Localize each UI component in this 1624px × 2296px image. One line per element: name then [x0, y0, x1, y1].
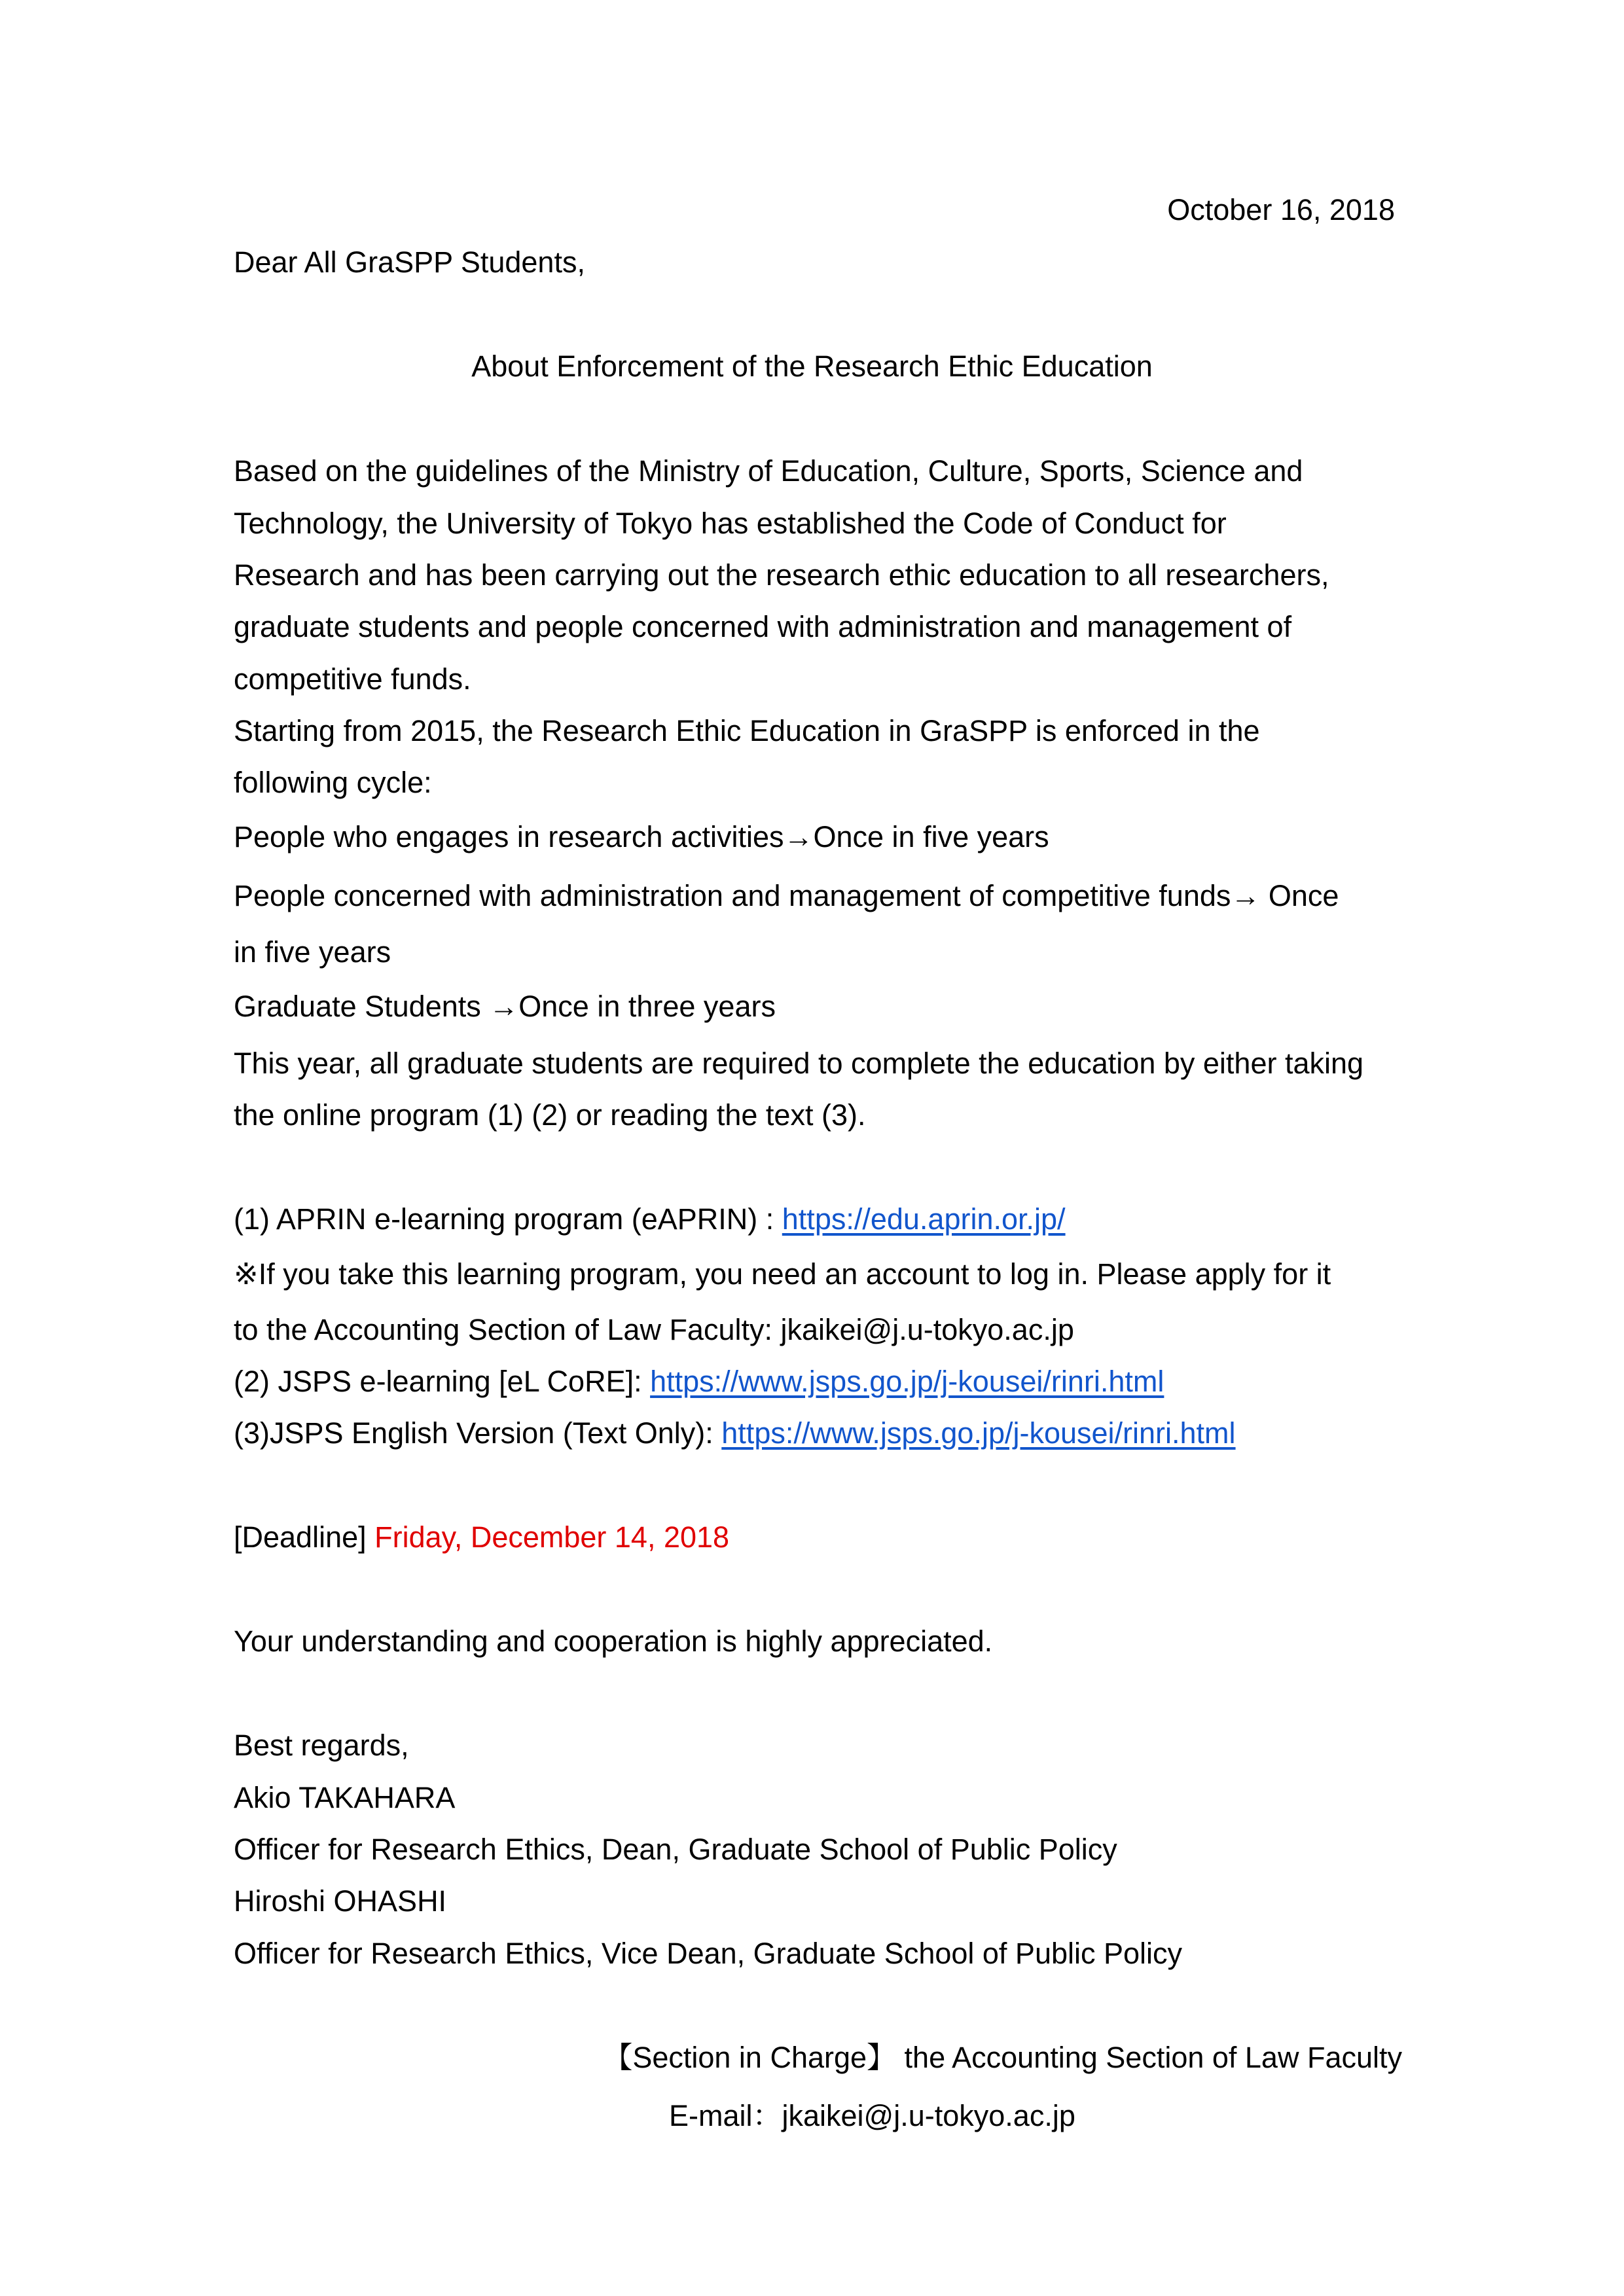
program-note-line: to the Accounting Section of Law Faculty: jkaikei@j.u-tokyo.ac.jp — [234, 1313, 1074, 1346]
section-in-charge: 【Section in Charge】 the Accounting Section of Law Faculty — [603, 2041, 1402, 2074]
body-line: competitive funds. — [234, 662, 471, 696]
salutation: Dear All GraSPP Students, — [234, 245, 585, 279]
body-line: People who engages in research activities→Once in five years — [234, 820, 1049, 853]
best-regards: Best regards, — [234, 1729, 409, 1762]
body-line: in five years — [234, 935, 391, 969]
deadline-label: [Deadline] — [234, 1520, 375, 1554]
program-3 — [234, 1418, 1236, 1448]
body-line: People concerned with administration and management of competitive funds→ Once — [234, 879, 1339, 912]
program-note-line: ※If you take this learning program, you need an account to log in. Please apply for it — [234, 1257, 1331, 1291]
deadline — [234, 1522, 729, 1552]
body-line: This year, all graduate students are required to complete the education by either taking — [234, 1047, 1364, 1080]
jsps-english-link[interactable]: https://www.jsps.go.jp/j-kousei/rinri.html — [721, 1416, 1236, 1450]
program-3-label: (3)JSPS English Version (Text Only): — [234, 1416, 722, 1450]
program-1 — [234, 1204, 1066, 1234]
program-1-label: (1) APRIN e-learning program (eAPRIN) : — [234, 1202, 782, 1236]
body-line: following cycle: — [234, 766, 432, 799]
body-line: Based on the guidelines of the Ministry of Education, Culture, Sports, Science and — [234, 454, 1303, 488]
body-line: the online program (1) (2) or reading the text (3). — [234, 1098, 866, 1132]
signatory-title: Officer for Research Ethics, Vice Dean, Graduate School of Public Policy — [234, 1937, 1183, 1970]
signatory-name: Akio TAKAHARA — [234, 1781, 456, 1814]
letter-title: About Enforcement of the Research Ethic Education — [471, 350, 1153, 383]
program-2 — [234, 1367, 1164, 1396]
body-line: Graduate Students →Once in three years — [234, 990, 776, 1023]
signatory-name: Hiroshi OHASHI — [234, 1884, 447, 1918]
body-line: Starting from 2015, the Research Ethic Education in GraSPP is enforced in the — [234, 714, 1260, 747]
contact-email: E-mail：jkaikei@j.u-tokyo.ac.jp — [669, 2099, 1075, 2132]
program-2-label: (2) JSPS e-learning [eL CoRE]: — [234, 1365, 651, 1398]
signatory-title: Officer for Research Ethics, Dean, Graduate School of Public Policy — [234, 1833, 1117, 1866]
jsps-elearning-link[interactable]: https://www.jsps.go.jp/j-kousei/rinri.html — [650, 1365, 1164, 1398]
body-line: graduate students and people concerned with administration and management of — [234, 610, 1292, 643]
closing-line: Your understanding and cooperation is highly appreciated. — [234, 1624, 993, 1658]
body-line: Research and has been carrying out the research ethic education to all researchers, — [234, 558, 1329, 592]
deadline-date: Friday, December 14, 2018 — [374, 1520, 730, 1554]
body-line: Technology, the University of Tokyo has established the Code of Conduct for — [234, 507, 1227, 540]
aprin-link[interactable]: https://edu.aprin.or.jp/ — [782, 1202, 1066, 1236]
letter-date: October 16, 2018 — [1167, 193, 1395, 226]
